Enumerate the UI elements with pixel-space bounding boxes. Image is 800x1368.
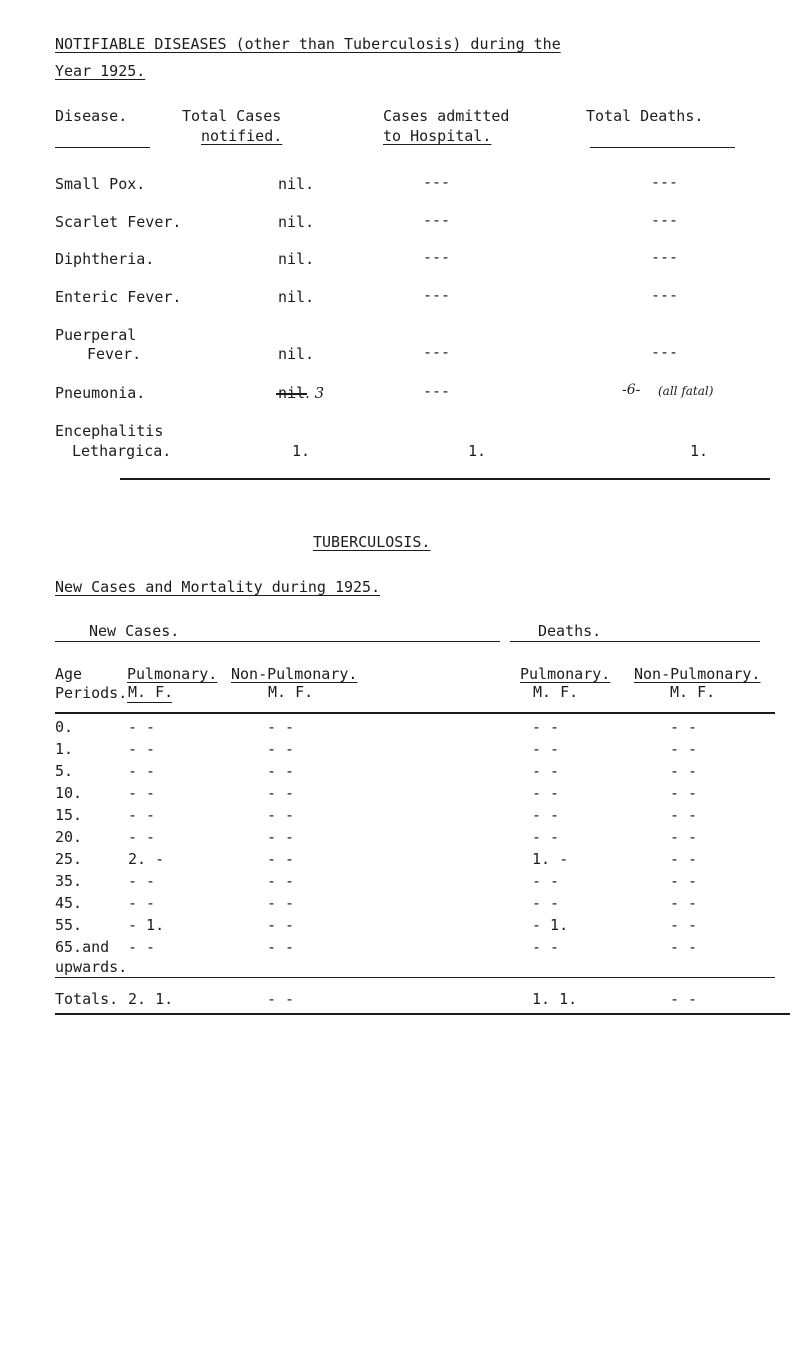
tb-d-pulmonary: - 1. [532, 916, 569, 934]
tb-age: 5. [55, 762, 74, 780]
disease-name: Enteric Fever. [55, 288, 182, 306]
disease-deaths-note: (all fatal) [658, 384, 714, 398]
tb-d-non-pulmonary: - - [670, 828, 698, 846]
tb-totals-d-pulmonary: 1. 1. [532, 990, 578, 1008]
disease-deaths: --- [651, 343, 679, 361]
header-underline-disease [55, 147, 150, 148]
tb-totals-d-non-pulmonary: - - [670, 990, 698, 1008]
tb-nc-non-pulmonary: - - [267, 850, 295, 868]
tb-new-cases-rule [55, 641, 500, 642]
header-disease: Disease. [55, 107, 128, 125]
tb-table-bottom-rule [55, 1013, 790, 1015]
disease-name-2: Lethargica. [72, 442, 172, 460]
tb-d-pulmonary: - - [532, 806, 560, 824]
tb-age: 10. [55, 784, 83, 802]
disease-name: Small Pox. [55, 175, 146, 193]
tb-d-non-pulmonary: - - [670, 740, 698, 758]
tb-deaths-header: Deaths. [538, 622, 602, 640]
tb-nc-non-pulmonary: - - [267, 718, 295, 736]
header-deaths: Total Deaths. [586, 107, 704, 125]
tb-new-cases-header: New Cases. [89, 622, 180, 640]
tb-age-continued: upwards. [55, 958, 128, 976]
tb-d-pulmonary: - - [532, 718, 560, 736]
tb-nc-pulmonary: - - [128, 828, 156, 846]
tb-nc-pulmonary: - - [128, 894, 156, 912]
disease-deaths: --- [651, 173, 679, 191]
tb-nc-non-pulmonary: - - [267, 872, 295, 890]
disease-cases [278, 384, 324, 402]
tb-nc-pulmonary: 2. - [128, 850, 165, 868]
disease-admitted: --- [423, 173, 451, 191]
tb-mf-1: M. F. [128, 683, 174, 701]
tb-totals-label: Totals. [55, 990, 119, 1008]
tb-d-pulmonary: - - [532, 740, 560, 758]
tb-age: 20. [55, 828, 83, 846]
disease-cases: nil. [278, 175, 315, 193]
tb-nc-non-pulmonary: - - [267, 938, 295, 956]
tb-totals-top-rule [55, 977, 775, 978]
tb-d-non-pulmonary: - - [670, 894, 698, 912]
disease-admitted: --- [423, 211, 451, 229]
tb-age: 35. [55, 872, 83, 890]
diseases-bottom-rule [120, 478, 770, 480]
disease-admitted: --- [423, 343, 451, 361]
disease-name: Scarlet Fever. [55, 213, 182, 231]
header-total-cases: Total Cases [182, 107, 282, 125]
tb-nc-non-pulmonary: - - [267, 916, 295, 934]
tb-d-pulmonary: - - [532, 938, 560, 956]
disease-cases: nil. [278, 345, 315, 363]
disease-cases: 1. [292, 442, 311, 460]
tb-nc-non-pulmonary: - - [267, 894, 295, 912]
document-year: Year 1925. [55, 62, 146, 80]
tb-table-top-rule [55, 712, 775, 714]
tb-deaths-rule [510, 641, 760, 642]
tb-totals-nc-non-pulmonary: - - [267, 990, 295, 1008]
tb-d-non-pulmonary: - - [670, 718, 698, 736]
tb-d-non-pulmonary: - - [670, 872, 698, 890]
tb-nc-pulmonary: - - [128, 784, 156, 802]
tb-d-pulmonary: - - [532, 872, 560, 890]
tb-nc-pulmonary: - - [128, 762, 156, 780]
tb-age: 25. [55, 850, 83, 868]
tb-d-pulmonary: - - [532, 828, 560, 846]
tb-age: 65.and [55, 938, 110, 956]
tb-mf-2: M. F. [268, 683, 314, 701]
tb-non-pulmonary-header: Non-Pulmonary. [231, 665, 358, 683]
disease-admitted: --- [423, 286, 451, 304]
disease-cases-handwritten: . 3 [305, 384, 325, 402]
tb-nc-pulmonary: - - [128, 806, 156, 824]
tb-pulmonary-header: Pulmonary. [127, 665, 218, 683]
disease-deaths: --- [651, 211, 679, 229]
header-admitted-2: to Hospital. [383, 127, 492, 145]
tb-nc-non-pulmonary: - - [267, 740, 295, 758]
disease-admitted: 1. [468, 442, 487, 460]
disease-name-2: Fever. [87, 345, 142, 363]
document-title: NOTIFIABLE DISEASES (other than Tuberculosis) during the [55, 35, 561, 53]
tb-d-non-pulmonary: - - [670, 850, 698, 868]
tb-nc-pulmonary: - - [128, 872, 156, 890]
tb-age: 0. [55, 718, 74, 736]
tb-mf-rule-1 [127, 702, 172, 703]
tb-nc-non-pulmonary: - - [267, 784, 295, 802]
disease-admitted: --- [423, 248, 451, 266]
tb-d-non-pulmonary: - - [670, 916, 698, 934]
header-admitted: Cases admitted [383, 107, 510, 125]
header-underline-deaths [590, 147, 735, 148]
disease-deaths: 1. [690, 442, 709, 460]
disease-deaths-handwritten: -6- [622, 382, 641, 398]
disease-deaths: --- [651, 248, 679, 266]
header-total-cases-2: notified. [201, 127, 283, 145]
disease-deaths: --- [651, 286, 679, 304]
tb-d-non-pulmonary: - - [670, 784, 698, 802]
tb-d-pulmonary: - - [532, 762, 560, 780]
tb-d-pulmonary: 1. - [532, 850, 569, 868]
disease-name: Puerperal [55, 326, 137, 344]
disease-name: Pneumonia. [55, 384, 146, 402]
tb-nc-pulmonary: - - [128, 718, 156, 736]
disease-cases-struck: nil [278, 384, 306, 402]
disease-name: Encephalitis [55, 422, 164, 440]
tb-title: TUBERCULOSIS. [313, 533, 431, 551]
tb-age-label-2: Periods. [55, 684, 128, 702]
disease-cases: nil. [278, 288, 315, 306]
tb-nc-pulmonary: - - [128, 938, 156, 956]
tb-totals-nc-pulmonary: 2. 1. [128, 990, 174, 1008]
disease-admitted: --- [423, 382, 451, 400]
tb-age: 55. [55, 916, 83, 934]
disease-cases: nil. [278, 213, 315, 231]
tb-deaths-pulmonary-header: Pulmonary. [520, 665, 611, 683]
tb-age: 15. [55, 806, 83, 824]
disease-cases: nil. [278, 250, 315, 268]
tb-d-pulmonary: - - [532, 784, 560, 802]
tb-nc-non-pulmonary: - - [267, 828, 295, 846]
tb-subtitle: New Cases and Mortality during 1925. [55, 578, 381, 596]
tb-age: 45. [55, 894, 83, 912]
disease-name: Diphtheria. [55, 250, 155, 268]
tb-nc-non-pulmonary: - - [267, 806, 295, 824]
tb-mf-4: M. F. [670, 683, 716, 701]
tb-nc-pulmonary: - 1. [128, 916, 165, 934]
tb-d-non-pulmonary: - - [670, 762, 698, 780]
tb-nc-non-pulmonary: - - [267, 762, 295, 780]
tb-d-non-pulmonary: - - [670, 938, 698, 956]
tb-deaths-non-pulmonary-header: Non-Pulmonary. [634, 665, 761, 683]
tb-nc-pulmonary: - - [128, 740, 156, 758]
tb-mf-3: M. F. [533, 683, 579, 701]
tb-age: 1. [55, 740, 74, 758]
tb-d-pulmonary: - - [532, 894, 560, 912]
tb-age-label: Age [55, 665, 83, 683]
tb-d-non-pulmonary: - - [670, 806, 698, 824]
